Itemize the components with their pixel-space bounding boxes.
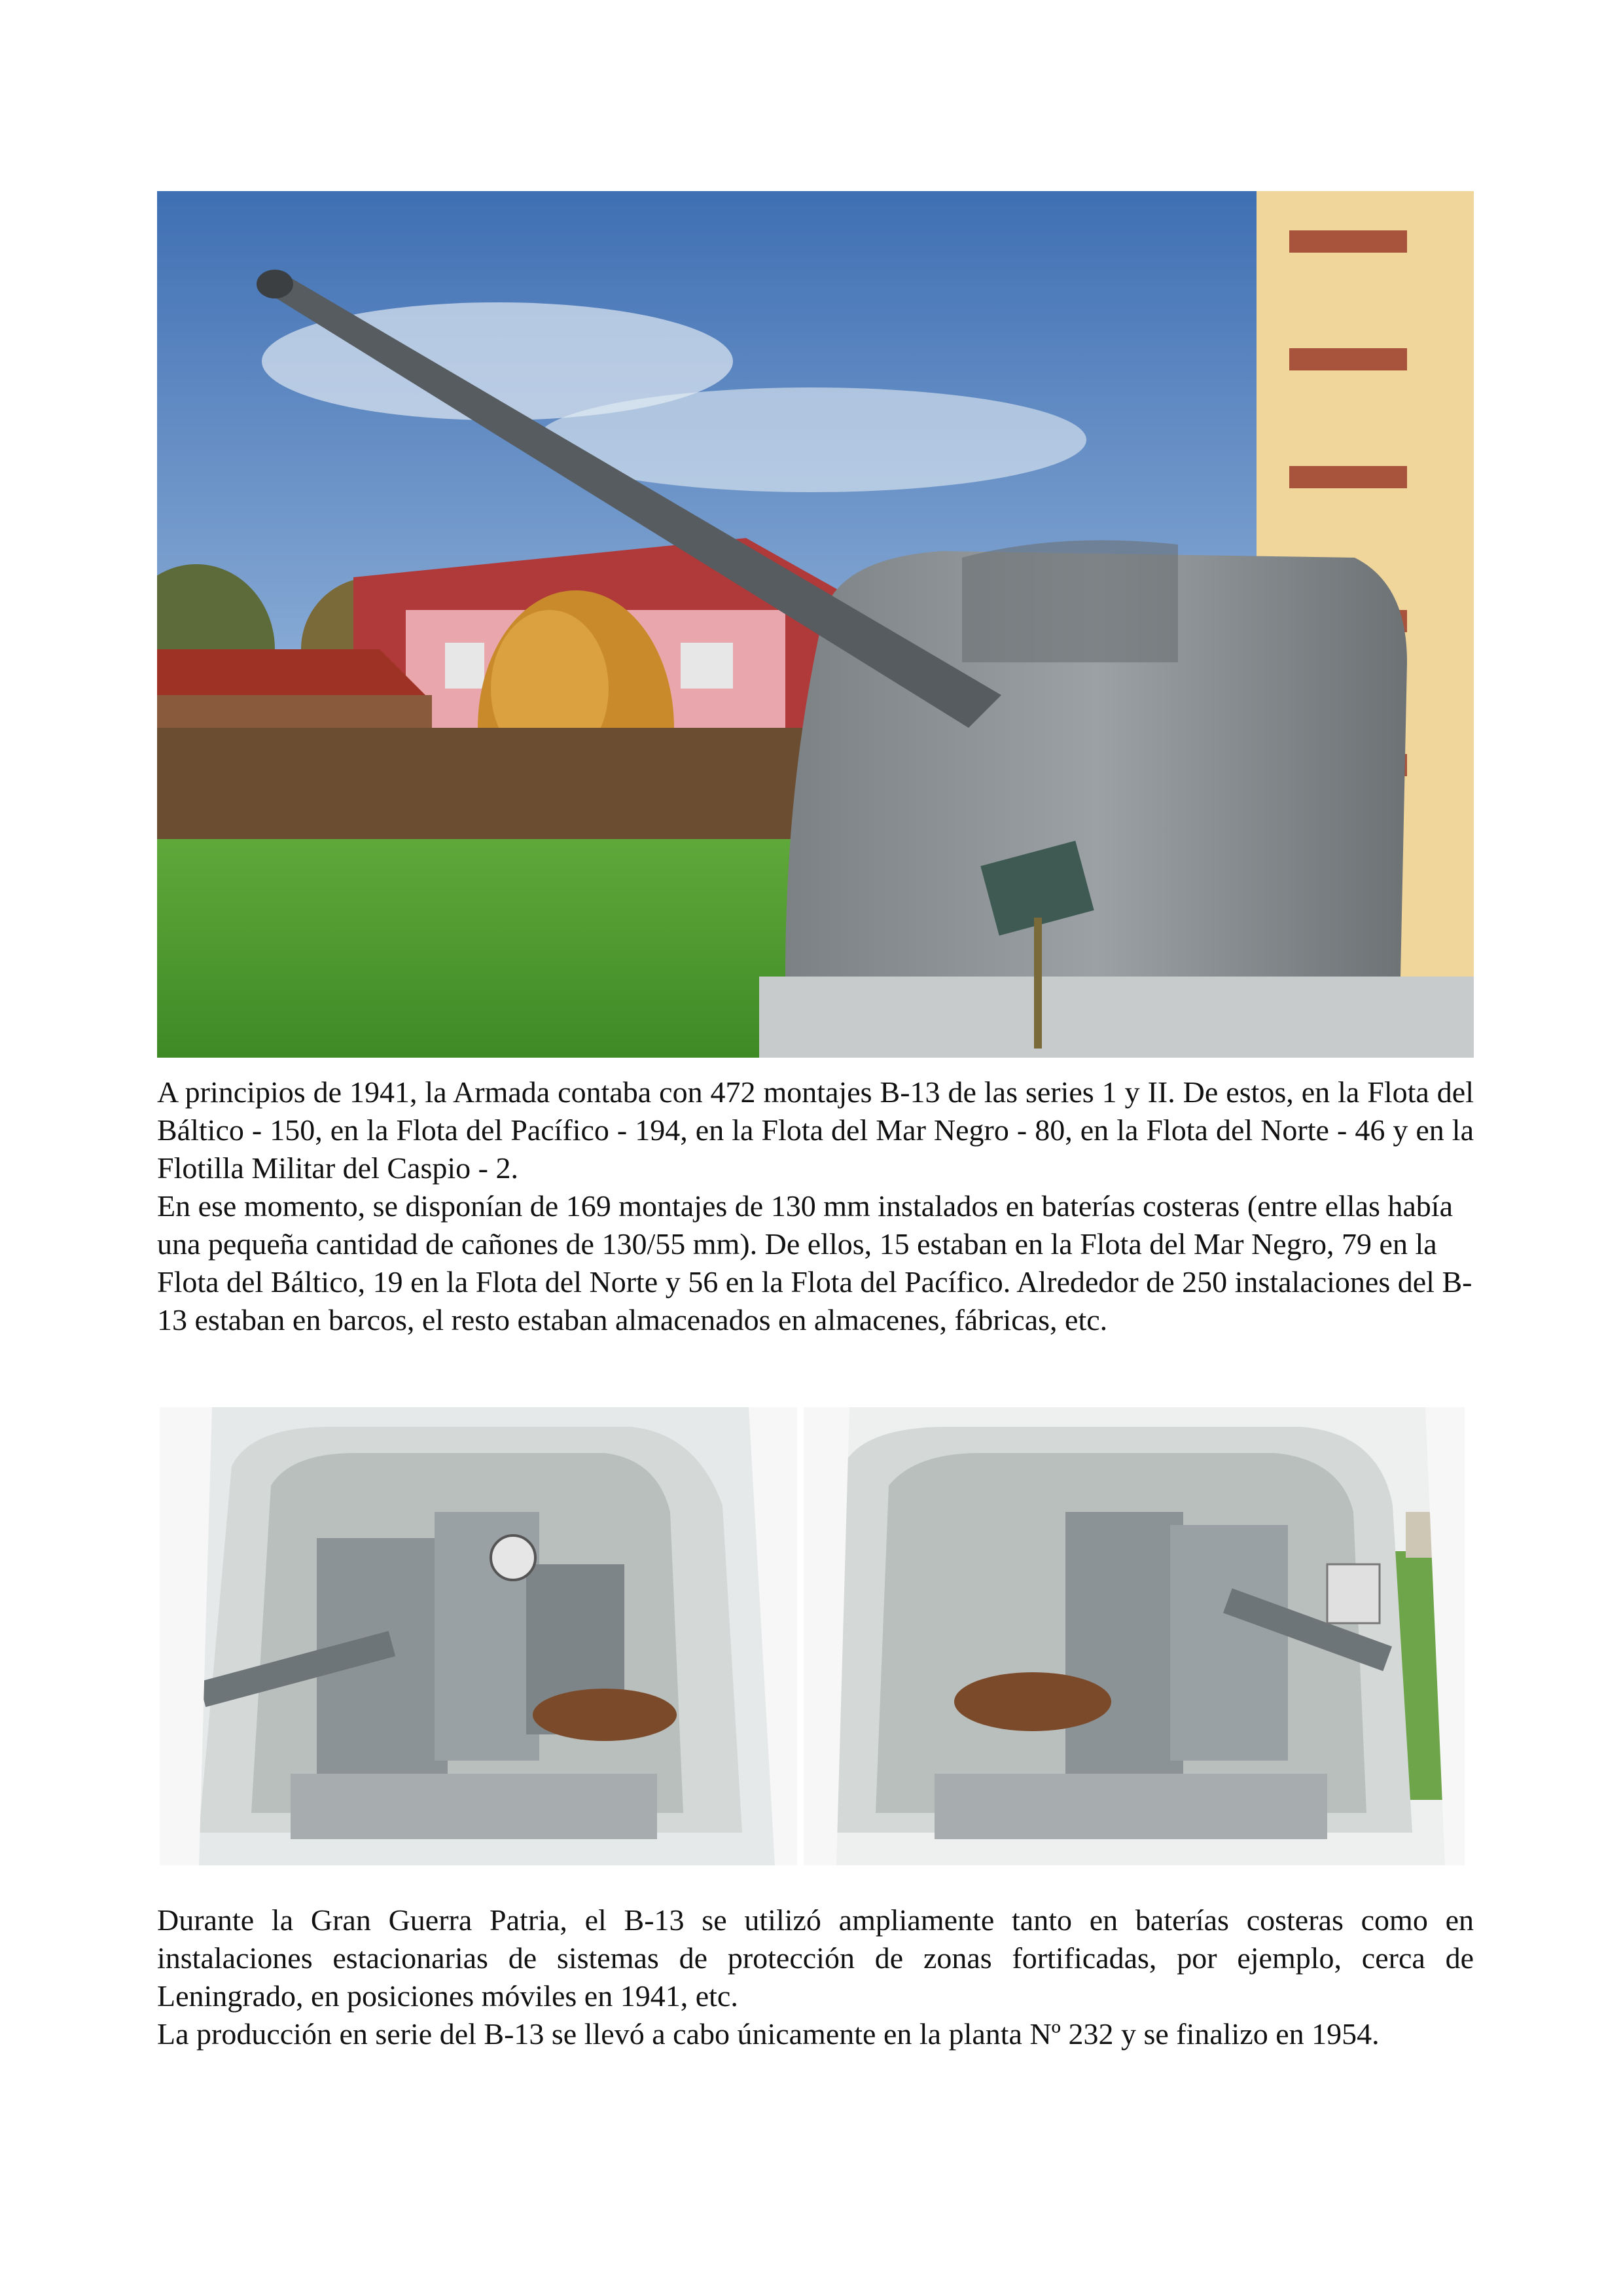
text-block-bottom (157, 1901, 1474, 2053)
paragraph-coastal-batteries: En ese momento, se disponían de 169 montajes de 130 mm instalados en baterías costeras (entre ellas había una pequeña cantidad de cañones de 130/55 mm). De ellos, 15 estaban en la Flota del Mar Negro, 79 en la Flota del Báltico, 19 en la Flota del Norte y 56 en la Flota del Pacífico. Alrededor de 250 instalaciones del B-13 estaban en barcos, el resto estaban almacenados en almacenes, fábricas, etc. (157, 1189, 1472, 1336)
paragraph-1941-mounts: A principios de 1941, la Armada contaba con 472 montajes B-13 de las series 1 y II. De estos, en la Flota del Báltico - 150, en la Flota del Pacífico - 194, en la Flota del Mar Negro - 80, en la Flota del Norte - 46 y en la Flotilla Militar del Caspio - 2. (157, 1075, 1474, 1185)
paragraph-serial-production: La producción en serie del B-13 se llevó a cabo únicamente en la planta Nº 232 y se finalizo en 1954. (157, 2017, 1380, 2051)
text-block-top (157, 1073, 1474, 1339)
paragraph-great-patriotic-war: Durante la Gran Guerra Patria, el B-13 se utilizó ampliamente tanto en baterías costeras como en instalaciones estacionarias de sistemas de protección de zonas fortificadas, por ejemplo, cerca de Leningrado, en posiciones móviles en 1941, etc. (157, 1903, 1474, 2013)
turret-exterior-photo (157, 191, 1474, 1058)
turret-interior-right-photo (804, 1407, 1465, 1865)
turret-interior-left-photo (160, 1407, 797, 1865)
